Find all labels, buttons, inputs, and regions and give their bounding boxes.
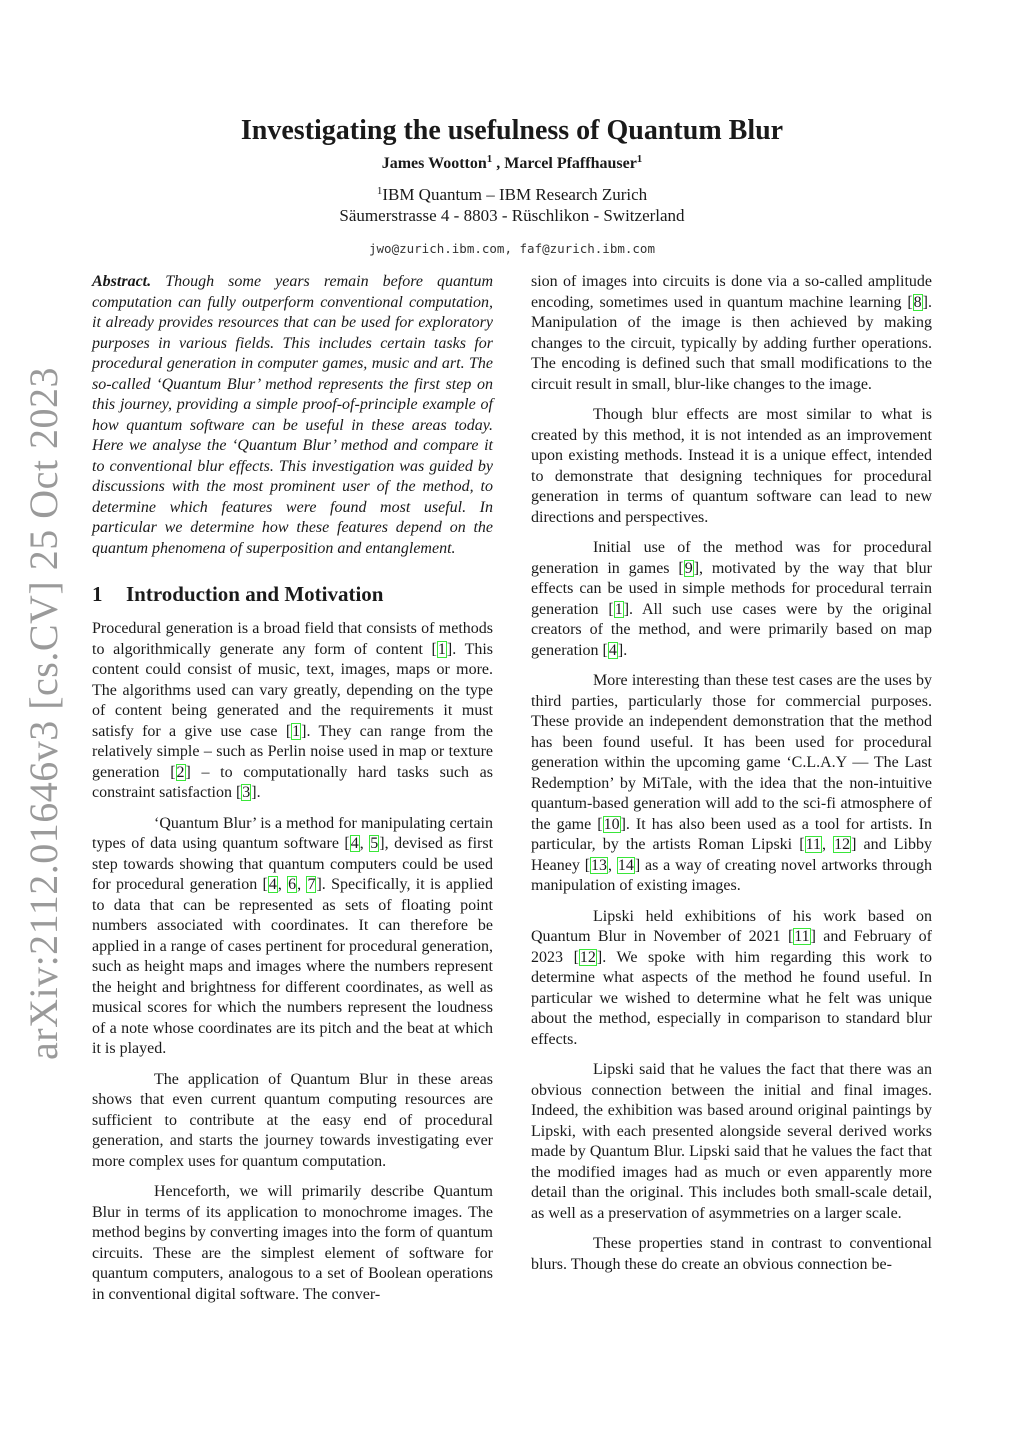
affiliation-marker: 1 <box>376 185 383 197</box>
author-name: James Wootton <box>381 155 487 172</box>
address-line: Säumerstrasse 4 - 8803 - Rüschlikon - Switzerland <box>339 206 685 225</box>
left-column <box>92 272 493 1305</box>
body-paragraph: More interesting than these test cases are the uses by third parties, particularly those for commercial purposes. These provide an independent demonstration that the method has been found useful. It has been used for procedural generation within the upcoming game ‘C.L.A.Y — The Last Redemption’ by MiTale, with the idea that the non-intuitive quantum-based generation will add to the sci-fi atmosphere of the game [10]. It has also been used as a tool for artists. In particular, by the artists Roman Lipski [11, 12] and Libby Heaney [13, 14] as a way of creating novel artworks through manipulation of existing images. <box>531 672 933 894</box>
body-paragraph: Henceforth, we will primarily describe Quantum Blur in terms of its application to monochrome images. The method begins by converting images into the form of quantum circuits. These are the simplest element of software for quantum computers, analogous to a set of Boolean operations in conventional digital software. The conver- <box>92 1183 493 1303</box>
body-paragraph: sion of images into circuits is done via a so-called amplitude encoding, sometimes used in quantum machine learning [8]. Manipulation of the image is then achieved by making changes to the circuit, typically by adding further operations. The encoding is defined such that small modifications to the circuit result in small, blur-like changes to the image. <box>531 273 932 393</box>
body-paragraph: Lipski held exhibitions of his work based on Quantum Blur in November of 2021 [11] and February of 2023 [12]. We spoke with him regarding this work to determine what aspects of the method he found useful. In particular we wished to determine what he felt was unique about the method, especially in comparison to standard blur effects. <box>531 907 933 1048</box>
citation-link[interactable]: 4 <box>350 835 359 852</box>
body-paragraph: ‘Quantum Blur’ is a method for manipulating certain types of data using quantum software [4, 5], devised as first step towards showing that quantum computers could be used for procedural generation [4, 6, 7]. Specifically, it is applied to data that can be represented as sets of floating point numbers associated with coordinates. It can therefore be applied in a range of cases pertinent for procedural generation, such as height maps and images where the numbers represent the height and brightness for different coordinates, as well as musical scores for which the numbers represent the loudness of a note whose coordinates are its pitch and the beat at which it is played. <box>92 814 494 1057</box>
abstract-text: Though some years remain before quantum computation can fully outperform conventional computation, it already provides resources that can be used for exploratory purposes in various fields. This includes certain tasks for procedural generation in computer games, music and art. The so-called ‘Quantum Blur’ method represents the first step on this journey, providing a simple proof-of-principle example of how quantum software can be useful in these areas today. Here we analyse the ‘Quantum Blur’ method and compare it to conventional blur effects. This investigation was guided by discussions with the most prominent user of the method, to determine which features were found most useful. In particular we determine how these features depend on the quantum phenomena of superposition and entanglement. <box>92 273 494 557</box>
citation-link[interactable]: 1 <box>437 640 446 658</box>
citation-link[interactable]: 4 <box>608 641 617 659</box>
right-column <box>531 272 932 1275</box>
citation-link[interactable]: 4 <box>268 876 277 893</box>
body-paragraph: These properties stand in contrast to conventional blurs. Though these do create an obvious connection be- <box>531 1235 932 1273</box>
affiliation <box>0 184 1024 226</box>
citation-link[interactable]: 9 <box>684 559 693 577</box>
citation-link[interactable]: 6 <box>288 876 297 893</box>
citation-link[interactable]: 1 <box>292 722 301 740</box>
author-list <box>0 153 1024 175</box>
citation-link[interactable]: 5 <box>370 835 379 852</box>
body-paragraph: Initial use of the method was for procedural generation in games [9], motivated by the way that blur effects can be used in simple methods for procedural terrain generation [1]. All such use cases were by the original creators of the method, and were primarily based on map generation [4]. <box>531 539 933 659</box>
author-separator: , <box>492 155 505 172</box>
affiliation-marker: 1 <box>636 153 643 165</box>
affiliation-line: $^1$IBM Quantum – IBM Research Zurich <box>376 185 648 204</box>
affiliation-marker: 1 <box>486 153 493 165</box>
author-name: Marcel Pfaffhauser <box>504 155 637 172</box>
citation-link[interactable]: 13 <box>591 856 608 874</box>
abstract <box>92 272 493 559</box>
citation-link[interactable]: 8 <box>913 293 922 311</box>
body-paragraph: The application of Quantum Blur in these areas shows that even current quantum computing resources are sufficient to contribute at the easy end of procedural generation, and starts the journey towards investigating ever more complex uses for quantum computation. <box>92 1070 493 1170</box>
section-heading <box>92 581 493 607</box>
citation-link[interactable]: 1 <box>614 600 623 618</box>
body-paragraph: Though blur effects are most similar to what is created by this method, it is not intended as an improvement upon existing methods. Instead it is a unique effect, intended to demonstrate that designing techniques for procedural generation in terms of quantum software can lead to new directions and perspectives. <box>531 406 932 526</box>
body-paragraph: Lipski said that he values the fact that there was an obvious connection between the initial and final images. Indeed, the exhibition was based around original paintings by Lipski, with each presented alongside several derived works made by Quantum Blur. Lipski said that he values the fact that the modified images had as much or even apparently more detail than the original. This includes both small-scale detail, as well as a preservation of asymmetries on a larger scale. <box>531 1061 932 1222</box>
paper-title: Investigating the usefulness of Quantum Blur <box>240 115 784 146</box>
author-emails: jwo@zurich.ibm.com, faf@zurich.ibm.com <box>369 241 655 256</box>
citation-link[interactable]: 2 <box>176 763 185 781</box>
citation-link[interactable]: 3 <box>242 784 251 801</box>
citation-link[interactable]: 12 <box>834 836 851 853</box>
body-paragraph: Procedural generation is a broad field that consists of methods to algorithmically generate any form of content [1]. This content could consist of music, text, images, maps or more. The algorithms used can vary greatly, depending on the type of content being generated and the requirements it must satisfy for a give use case [1]. They can range from the relatively simple – such as Perlin noise used in map or texture generation [2] – to computationally hard tasks such as constraint satisfaction [3]. <box>92 620 494 801</box>
abstract-label: Abstract. <box>92 273 152 290</box>
citation-link[interactable]: 10 <box>603 815 620 833</box>
citation-link[interactable]: 7 <box>307 876 316 893</box>
section-title: Introduction and Motivation <box>126 582 384 606</box>
citation-link[interactable]: 12 <box>579 948 596 966</box>
arxiv-identifier: arXiv:2112.01646v3 [cs.CV] 25 Oct 2023 <box>21 367 66 1060</box>
section-number: 1 <box>92 582 103 606</box>
citation-link[interactable]: 14 <box>617 856 634 874</box>
citation-link[interactable]: 11 <box>805 836 821 853</box>
citation-link[interactable]: 11 <box>794 928 810 945</box>
